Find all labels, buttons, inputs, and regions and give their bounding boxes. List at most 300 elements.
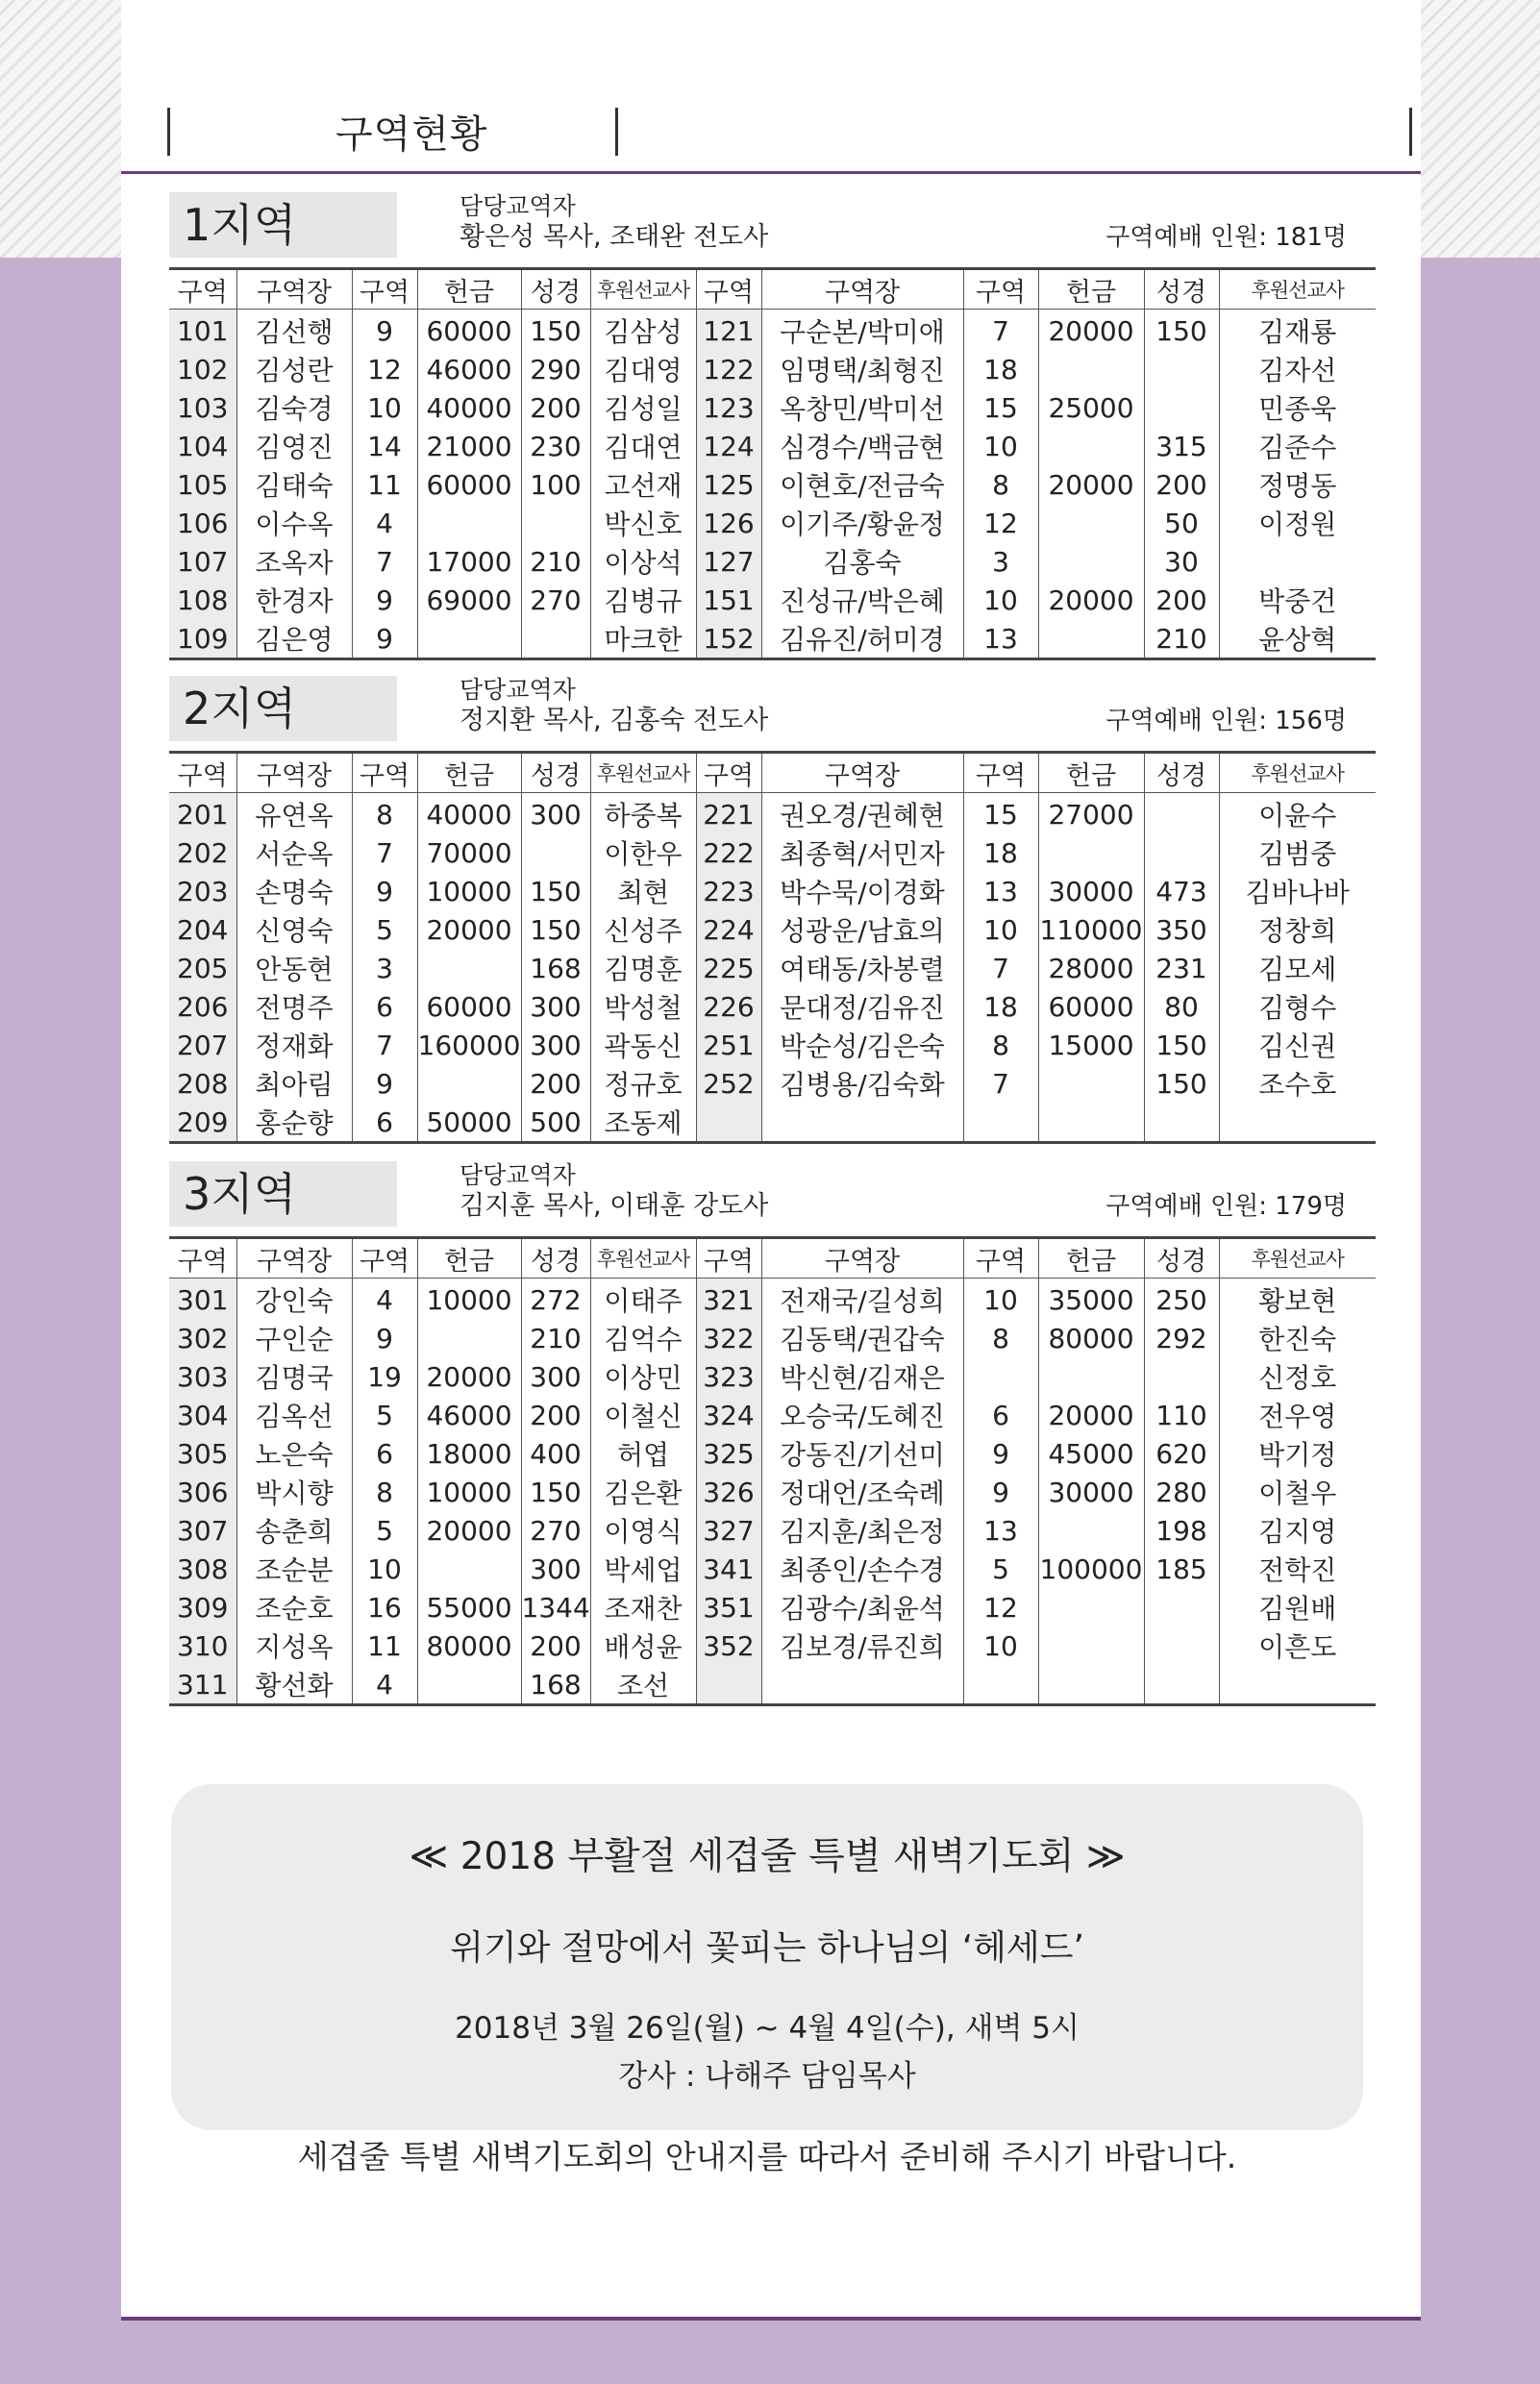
cell-bible: 80 xyxy=(1144,987,1219,1026)
cell-bible xyxy=(1144,1627,1219,1665)
table-row xyxy=(169,504,1376,542)
table-row xyxy=(169,465,1376,504)
cell-bible: 270 xyxy=(521,581,590,619)
cell-members: 15 xyxy=(963,793,1038,834)
cell-leader: 한경자 xyxy=(236,581,352,619)
cell-leader: 김광수/최윤석 xyxy=(761,1588,963,1627)
cell-bible xyxy=(1144,388,1219,427)
column-header-members: 구역 xyxy=(963,1238,1038,1279)
cell-bible: 200 xyxy=(1144,581,1219,619)
cell-leader: 김병용/김숙화 xyxy=(761,1064,963,1103)
column-header-offering: 헌금 xyxy=(1038,1238,1144,1279)
cell-members: 13 xyxy=(963,1511,1038,1550)
cell-district-no: 322 xyxy=(696,1319,761,1357)
cell-district-no: 225 xyxy=(696,949,761,987)
roster-table xyxy=(169,751,1376,1144)
cell-missionary: 신성주 xyxy=(590,910,696,949)
column-header-missionary: 후원선교사 xyxy=(590,753,696,793)
cell-offering: 25000 xyxy=(1038,388,1144,427)
cell-offering xyxy=(1038,1665,1144,1705)
region-3 xyxy=(169,1161,1376,1719)
cell-missionary: 김모세 xyxy=(1219,949,1376,987)
cell-leader: 권오경/권혜현 xyxy=(761,793,963,834)
cell-offering: 20000 xyxy=(1038,581,1144,619)
cell-offering xyxy=(417,1319,521,1357)
cell-offering: 100000 xyxy=(1038,1550,1144,1588)
cell-bible: 50 xyxy=(1144,504,1219,542)
cell-members: 4 xyxy=(352,1665,417,1705)
cell-bible: 168 xyxy=(521,1665,590,1705)
cell-members: 10 xyxy=(963,910,1038,949)
cell-bible: 210 xyxy=(521,1319,590,1357)
cell-missionary: 김삼성 xyxy=(590,310,696,351)
cell-bible: 150 xyxy=(521,1473,590,1511)
cell-members: 6 xyxy=(352,1103,417,1143)
cell-missionary: 이상민 xyxy=(590,1357,696,1396)
cell-members: 13 xyxy=(963,619,1038,659)
cell-offering: 10000 xyxy=(417,1473,521,1511)
cell-district-no: 327 xyxy=(696,1511,761,1550)
officer-label: 담당교역자 xyxy=(460,676,576,704)
cell-bible: 292 xyxy=(1144,1319,1219,1357)
cell-leader: 옥창민/박미선 xyxy=(761,388,963,427)
cell-members: 8 xyxy=(352,793,417,834)
cell-members: 9 xyxy=(963,1473,1038,1511)
cell-missionary: 전우영 xyxy=(1219,1396,1376,1434)
table-row xyxy=(169,872,1376,910)
cell-missionary: 김성일 xyxy=(590,388,696,427)
column-header-district-no: 구역 xyxy=(169,753,236,793)
cell-offering: 17000 xyxy=(417,542,521,581)
cell-district-no: 341 xyxy=(696,1550,761,1588)
cell-offering: 45000 xyxy=(1038,1434,1144,1473)
column-header-members: 구역 xyxy=(352,269,417,310)
cell-bible xyxy=(1144,1357,1219,1396)
cell-missionary: 이철우 xyxy=(1219,1473,1376,1511)
cell-bible xyxy=(521,833,590,872)
column-header-offering: 헌금 xyxy=(1038,269,1144,310)
cell-bible: 198 xyxy=(1144,1511,1219,1550)
cell-missionary: 윤상혁 xyxy=(1219,619,1376,659)
cell-members: 18 xyxy=(963,987,1038,1026)
cell-leader: 전재국/길성희 xyxy=(761,1279,963,1320)
region-name-box xyxy=(169,192,397,258)
cell-district-no: 309 xyxy=(169,1588,236,1627)
cell-offering: 60000 xyxy=(417,465,521,504)
cell-leader: 문대정/김유진 xyxy=(761,987,963,1026)
column-header-district-no: 구역 xyxy=(696,753,761,793)
cell-missionary: 최현 xyxy=(590,872,696,910)
cell-leader: 송춘희 xyxy=(236,1511,352,1550)
cell-bible xyxy=(1144,1103,1219,1143)
cell-leader: 구순본/박미애 xyxy=(761,310,963,351)
cell-missionary: 김대연 xyxy=(590,427,696,465)
cell-leader: 여태동/차봉렬 xyxy=(761,949,963,987)
column-header-leader: 구역장 xyxy=(761,1238,963,1279)
cell-bible: 300 xyxy=(521,793,590,834)
attendance-count: 구역예배 인원: 179명 xyxy=(1105,1192,1347,1221)
cell-members xyxy=(963,1357,1038,1396)
table-header-row xyxy=(169,1238,1376,1279)
cell-offering xyxy=(1038,504,1144,542)
table-header-row xyxy=(169,753,1376,793)
cell-members: 10 xyxy=(963,581,1038,619)
cell-district-no: 101 xyxy=(169,310,236,351)
column-header-members: 구역 xyxy=(352,753,417,793)
cell-district-no: 108 xyxy=(169,581,236,619)
cell-missionary: 하중복 xyxy=(590,793,696,834)
cell-bible: 210 xyxy=(1144,619,1219,659)
cell-leader: 김유진/허미경 xyxy=(761,619,963,659)
cell-district-no: 308 xyxy=(169,1550,236,1588)
cell-missionary: 박성철 xyxy=(590,987,696,1026)
cell-district-no: 106 xyxy=(169,504,236,542)
cell-missionary: 김신권 xyxy=(1219,1026,1376,1064)
cell-district-no: 208 xyxy=(169,1064,236,1103)
cell-members: 6 xyxy=(352,987,417,1026)
cell-missionary: 마크한 xyxy=(590,619,696,659)
cell-offering: 30000 xyxy=(1038,1473,1144,1511)
cell-leader: 최아림 xyxy=(236,1064,352,1103)
table-row xyxy=(169,987,1376,1026)
cell-district-no: 306 xyxy=(169,1473,236,1511)
cell-bible xyxy=(521,504,590,542)
cell-district-no: 221 xyxy=(696,793,761,834)
cell-offering xyxy=(1038,1588,1144,1627)
column-header-district-no: 구역 xyxy=(169,269,236,310)
cell-bible: 150 xyxy=(1144,1026,1219,1064)
cell-offering xyxy=(1038,1064,1144,1103)
cell-district-no: 307 xyxy=(169,1511,236,1550)
cell-offering: 60000 xyxy=(417,987,521,1026)
cell-offering: 20000 xyxy=(417,910,521,949)
column-header-bible: 성경 xyxy=(1144,1238,1219,1279)
notice-title: ≪ 2018 부활절 세겹줄 특별 새벽기도회 ≫ xyxy=(409,1835,1126,1878)
column-header-missionary: 후원선교사 xyxy=(1219,1238,1376,1279)
cell-leader: 김홍숙 xyxy=(761,542,963,581)
table-row xyxy=(169,1473,1376,1511)
column-header-bible: 성경 xyxy=(521,1238,590,1279)
cell-members: 12 xyxy=(963,1588,1038,1627)
region-name-box xyxy=(169,1161,397,1227)
cell-leader: 강동진/기선미 xyxy=(761,1434,963,1473)
cell-district-no: 301 xyxy=(169,1279,236,1320)
attendance-count: 구역예배 인원: 156명 xyxy=(1105,707,1347,735)
cell-offering: 70000 xyxy=(417,833,521,872)
cell-offering xyxy=(1038,542,1144,581)
table-row xyxy=(169,1026,1376,1064)
cell-bible xyxy=(1144,833,1219,872)
cell-bible: 200 xyxy=(521,1627,590,1665)
cell-bible: 280 xyxy=(1144,1473,1219,1511)
cell-missionary: 박중건 xyxy=(1219,581,1376,619)
cell-district-no: 310 xyxy=(169,1627,236,1665)
cell-missionary: 박신호 xyxy=(590,504,696,542)
cell-missionary: 허엽 xyxy=(590,1434,696,1473)
cell-district-no: 321 xyxy=(696,1279,761,1320)
attendance-count: 구역예배 인원: 181명 xyxy=(1105,223,1347,252)
cell-missionary: 이영식 xyxy=(590,1511,696,1550)
cell-members: 9 xyxy=(352,1064,417,1103)
column-header-missionary: 후원선교사 xyxy=(590,1238,696,1279)
column-header-leader: 구역장 xyxy=(236,1238,352,1279)
cell-offering: 27000 xyxy=(1038,793,1144,834)
cell-offering xyxy=(1038,427,1144,465)
cell-missionary: 민종욱 xyxy=(1219,388,1376,427)
cell-district-no: 304 xyxy=(169,1396,236,1434)
page-header xyxy=(167,104,1428,173)
cell-members: 10 xyxy=(352,388,417,427)
table-row xyxy=(169,949,1376,987)
cell-district-no: 203 xyxy=(169,872,236,910)
cell-missionary: 신정호 xyxy=(1219,1357,1376,1396)
cell-district-no: 125 xyxy=(696,465,761,504)
notice-date: 2018년 3월 26일(월) ~ 4월 4일(수), 새벽 5시 xyxy=(455,2011,1080,2046)
cell-missionary: 김자선 xyxy=(1219,350,1376,388)
column-header-members: 구역 xyxy=(963,753,1038,793)
cell-bible: 150 xyxy=(521,872,590,910)
cell-leader: 김옥선 xyxy=(236,1396,352,1434)
cell-leader: 김선행 xyxy=(236,310,352,351)
cell-bible xyxy=(521,619,590,659)
cell-offering xyxy=(1038,1627,1144,1665)
cell-offering: 80000 xyxy=(1038,1319,1144,1357)
header-divider-left xyxy=(167,108,170,156)
cell-members: 7 xyxy=(963,1064,1038,1103)
cell-offering xyxy=(417,619,521,659)
cell-members: 16 xyxy=(352,1588,417,1627)
cell-district-no: 122 xyxy=(696,350,761,388)
cell-offering: 28000 xyxy=(1038,949,1144,987)
cell-bible: 290 xyxy=(521,350,590,388)
cell-leader: 홍순향 xyxy=(236,1103,352,1143)
column-header-leader: 구역장 xyxy=(761,753,963,793)
cell-offering: 21000 xyxy=(417,427,521,465)
cell-bible: 185 xyxy=(1144,1550,1219,1588)
cell-missionary: 고선재 xyxy=(590,465,696,504)
cell-missionary: 곽동신 xyxy=(590,1026,696,1064)
cell-bible: 350 xyxy=(1144,910,1219,949)
region-name-box xyxy=(169,676,397,741)
cell-leader: 최종인/손수경 xyxy=(761,1550,963,1588)
cell-offering xyxy=(1038,1511,1144,1550)
cell-offering: 15000 xyxy=(1038,1026,1144,1064)
cell-members: 7 xyxy=(352,1026,417,1064)
cell-leader: 유연옥 xyxy=(236,793,352,834)
cell-missionary: 전학진 xyxy=(1219,1550,1376,1588)
prayer-meeting-notice xyxy=(171,1784,1363,2175)
cell-leader: 김동택/권갑숙 xyxy=(761,1319,963,1357)
cell-missionary: 김형수 xyxy=(1219,987,1376,1026)
cell-leader: 김지훈/최은정 xyxy=(761,1511,963,1550)
cell-leader: 이현호/전금숙 xyxy=(761,465,963,504)
cell-members: 14 xyxy=(352,427,417,465)
cell-members: 9 xyxy=(963,1434,1038,1473)
cell-members: 5 xyxy=(963,1550,1038,1588)
cell-leader: 정대언/조숙례 xyxy=(761,1473,963,1511)
cell-leader: 안동현 xyxy=(236,949,352,987)
cell-missionary: 정명동 xyxy=(1219,465,1376,504)
table-row xyxy=(169,619,1376,659)
cell-leader: 이기주/황윤정 xyxy=(761,504,963,542)
cell-district-no: 226 xyxy=(696,987,761,1026)
cell-bible: 473 xyxy=(1144,872,1219,910)
table-row xyxy=(169,1319,1376,1357)
cell-district-no: 352 xyxy=(696,1627,761,1665)
cell-members: 18 xyxy=(963,833,1038,872)
column-header-leader: 구역장 xyxy=(761,269,963,310)
cell-members: 10 xyxy=(963,427,1038,465)
cell-missionary: 김대영 xyxy=(590,350,696,388)
cell-members: 7 xyxy=(963,949,1038,987)
cell-district-no: 311 xyxy=(169,1665,236,1705)
cell-district-no: 126 xyxy=(696,504,761,542)
cell-district-no: 121 xyxy=(696,310,761,351)
cell-bible: 30 xyxy=(1144,542,1219,581)
cell-leader: 임명택/최형진 xyxy=(761,350,963,388)
cell-bible: 250 xyxy=(1144,1279,1219,1320)
cell-leader: 손명숙 xyxy=(236,872,352,910)
officer-label: 담당교역자 xyxy=(460,192,576,220)
cell-members: 5 xyxy=(352,1396,417,1434)
cell-bible: 200 xyxy=(1144,465,1219,504)
cell-members: 10 xyxy=(963,1279,1038,1320)
column-header-missionary: 후원선교사 xyxy=(1219,269,1376,310)
cell-leader: 정재화 xyxy=(236,1026,352,1064)
cell-district-no: 151 xyxy=(696,581,761,619)
table-row xyxy=(169,1434,1376,1473)
cell-leader: 조순분 xyxy=(236,1550,352,1588)
cell-offering xyxy=(417,504,521,542)
cell-missionary: 김병규 xyxy=(590,581,696,619)
cell-leader: 김명국 xyxy=(236,1357,352,1396)
table-row xyxy=(169,1279,1376,1320)
cell-members: 18 xyxy=(963,350,1038,388)
table-row xyxy=(169,1588,1376,1627)
table-row xyxy=(169,427,1376,465)
cell-missionary: 김명훈 xyxy=(590,949,696,987)
cell-district-no: 201 xyxy=(169,793,236,834)
cell-district-no: 123 xyxy=(696,388,761,427)
cell-bible: 100 xyxy=(521,465,590,504)
cell-district-no: 303 xyxy=(169,1357,236,1396)
cell-bible: 620 xyxy=(1144,1434,1219,1473)
cell-leader: 조옥자 xyxy=(236,542,352,581)
table-header-row xyxy=(169,269,1376,310)
cell-district-no: 305 xyxy=(169,1434,236,1473)
cell-district-no: 351 xyxy=(696,1588,761,1627)
cell-missionary: 김재룡 xyxy=(1219,310,1376,351)
cell-members: 10 xyxy=(352,1550,417,1588)
cell-missionary: 김바나바 xyxy=(1219,872,1376,910)
cell-missionary: 정창희 xyxy=(1219,910,1376,949)
cell-offering: 20000 xyxy=(1038,1396,1144,1434)
cell-members: 13 xyxy=(963,872,1038,910)
cell-members: 8 xyxy=(352,1473,417,1511)
cell-members: 5 xyxy=(352,910,417,949)
cell-leader: 구인순 xyxy=(236,1319,352,1357)
column-header-members: 구역 xyxy=(963,269,1038,310)
cell-missionary: 이윤수 xyxy=(1219,793,1376,834)
cell-offering: 46000 xyxy=(417,350,521,388)
column-header-bible: 성경 xyxy=(521,269,590,310)
cell-bible xyxy=(1144,1588,1219,1627)
cell-members: 9 xyxy=(352,619,417,659)
cell-members xyxy=(963,1103,1038,1143)
cell-members: 12 xyxy=(963,504,1038,542)
cell-bible: 270 xyxy=(521,1511,590,1550)
cell-leader: 김영진 xyxy=(236,427,352,465)
cell-district-no: 323 xyxy=(696,1357,761,1396)
cell-offering: 40000 xyxy=(417,388,521,427)
cell-district-no: 103 xyxy=(169,388,236,427)
cell-missionary: 정규호 xyxy=(590,1064,696,1103)
table-row xyxy=(169,581,1376,619)
cell-leader: 박시향 xyxy=(236,1473,352,1511)
cell-missionary: 박기정 xyxy=(1219,1434,1376,1473)
column-header-district-no: 구역 xyxy=(696,269,761,310)
cell-district-no: 206 xyxy=(169,987,236,1026)
cell-offering: 60000 xyxy=(417,310,521,351)
bottom-rule xyxy=(121,2317,1421,2321)
cell-district-no: 222 xyxy=(696,833,761,872)
cell-bible: 231 xyxy=(1144,949,1219,987)
table-row xyxy=(169,1064,1376,1103)
cell-offering: 20000 xyxy=(1038,310,1144,351)
roster-table xyxy=(169,1236,1376,1706)
table-row xyxy=(169,1550,1376,1588)
cell-bible: 150 xyxy=(521,310,590,351)
cell-members: 8 xyxy=(963,1026,1038,1064)
cell-leader: 조순호 xyxy=(236,1588,352,1627)
cell-district-no: 109 xyxy=(169,619,236,659)
cell-district-no: 251 xyxy=(696,1026,761,1064)
cell-leader: 심경수/백금현 xyxy=(761,427,963,465)
cell-members: 9 xyxy=(352,581,417,619)
page-title: 구역현황 xyxy=(335,112,488,157)
column-header-offering: 헌금 xyxy=(417,753,521,793)
column-header-missionary: 후원선교사 xyxy=(590,269,696,310)
cell-members: 15 xyxy=(963,388,1038,427)
cell-bible xyxy=(1144,1665,1219,1705)
cell-offering xyxy=(1038,1103,1144,1143)
cell-bible: 230 xyxy=(521,427,590,465)
cell-offering: 20000 xyxy=(1038,465,1144,504)
cell-bible: 300 xyxy=(521,1026,590,1064)
cell-missionary: 조동제 xyxy=(590,1103,696,1143)
cell-missionary: 이정원 xyxy=(1219,504,1376,542)
cell-bible: 500 xyxy=(521,1103,590,1143)
cell-members: 19 xyxy=(352,1357,417,1396)
cell-missionary: 김범중 xyxy=(1219,833,1376,872)
table-row xyxy=(169,793,1376,834)
cell-members: 10 xyxy=(963,1627,1038,1665)
column-header-bible: 성경 xyxy=(521,753,590,793)
officer-names: 황은성 목사, 조태완 전도사 xyxy=(460,222,769,252)
cell-leader: 김태숙 xyxy=(236,465,352,504)
cell-members: 4 xyxy=(352,1279,417,1320)
cell-leader xyxy=(761,1665,963,1705)
cell-district-no xyxy=(696,1665,761,1705)
header-divider-right xyxy=(1409,108,1412,156)
table-row xyxy=(169,310,1376,351)
cell-offering: 35000 xyxy=(1038,1279,1144,1320)
cell-leader: 서순옥 xyxy=(236,833,352,872)
cell-members: 4 xyxy=(352,504,417,542)
roster-table xyxy=(169,267,1376,660)
cell-leader: 노은숙 xyxy=(236,1434,352,1473)
table-row xyxy=(169,833,1376,872)
